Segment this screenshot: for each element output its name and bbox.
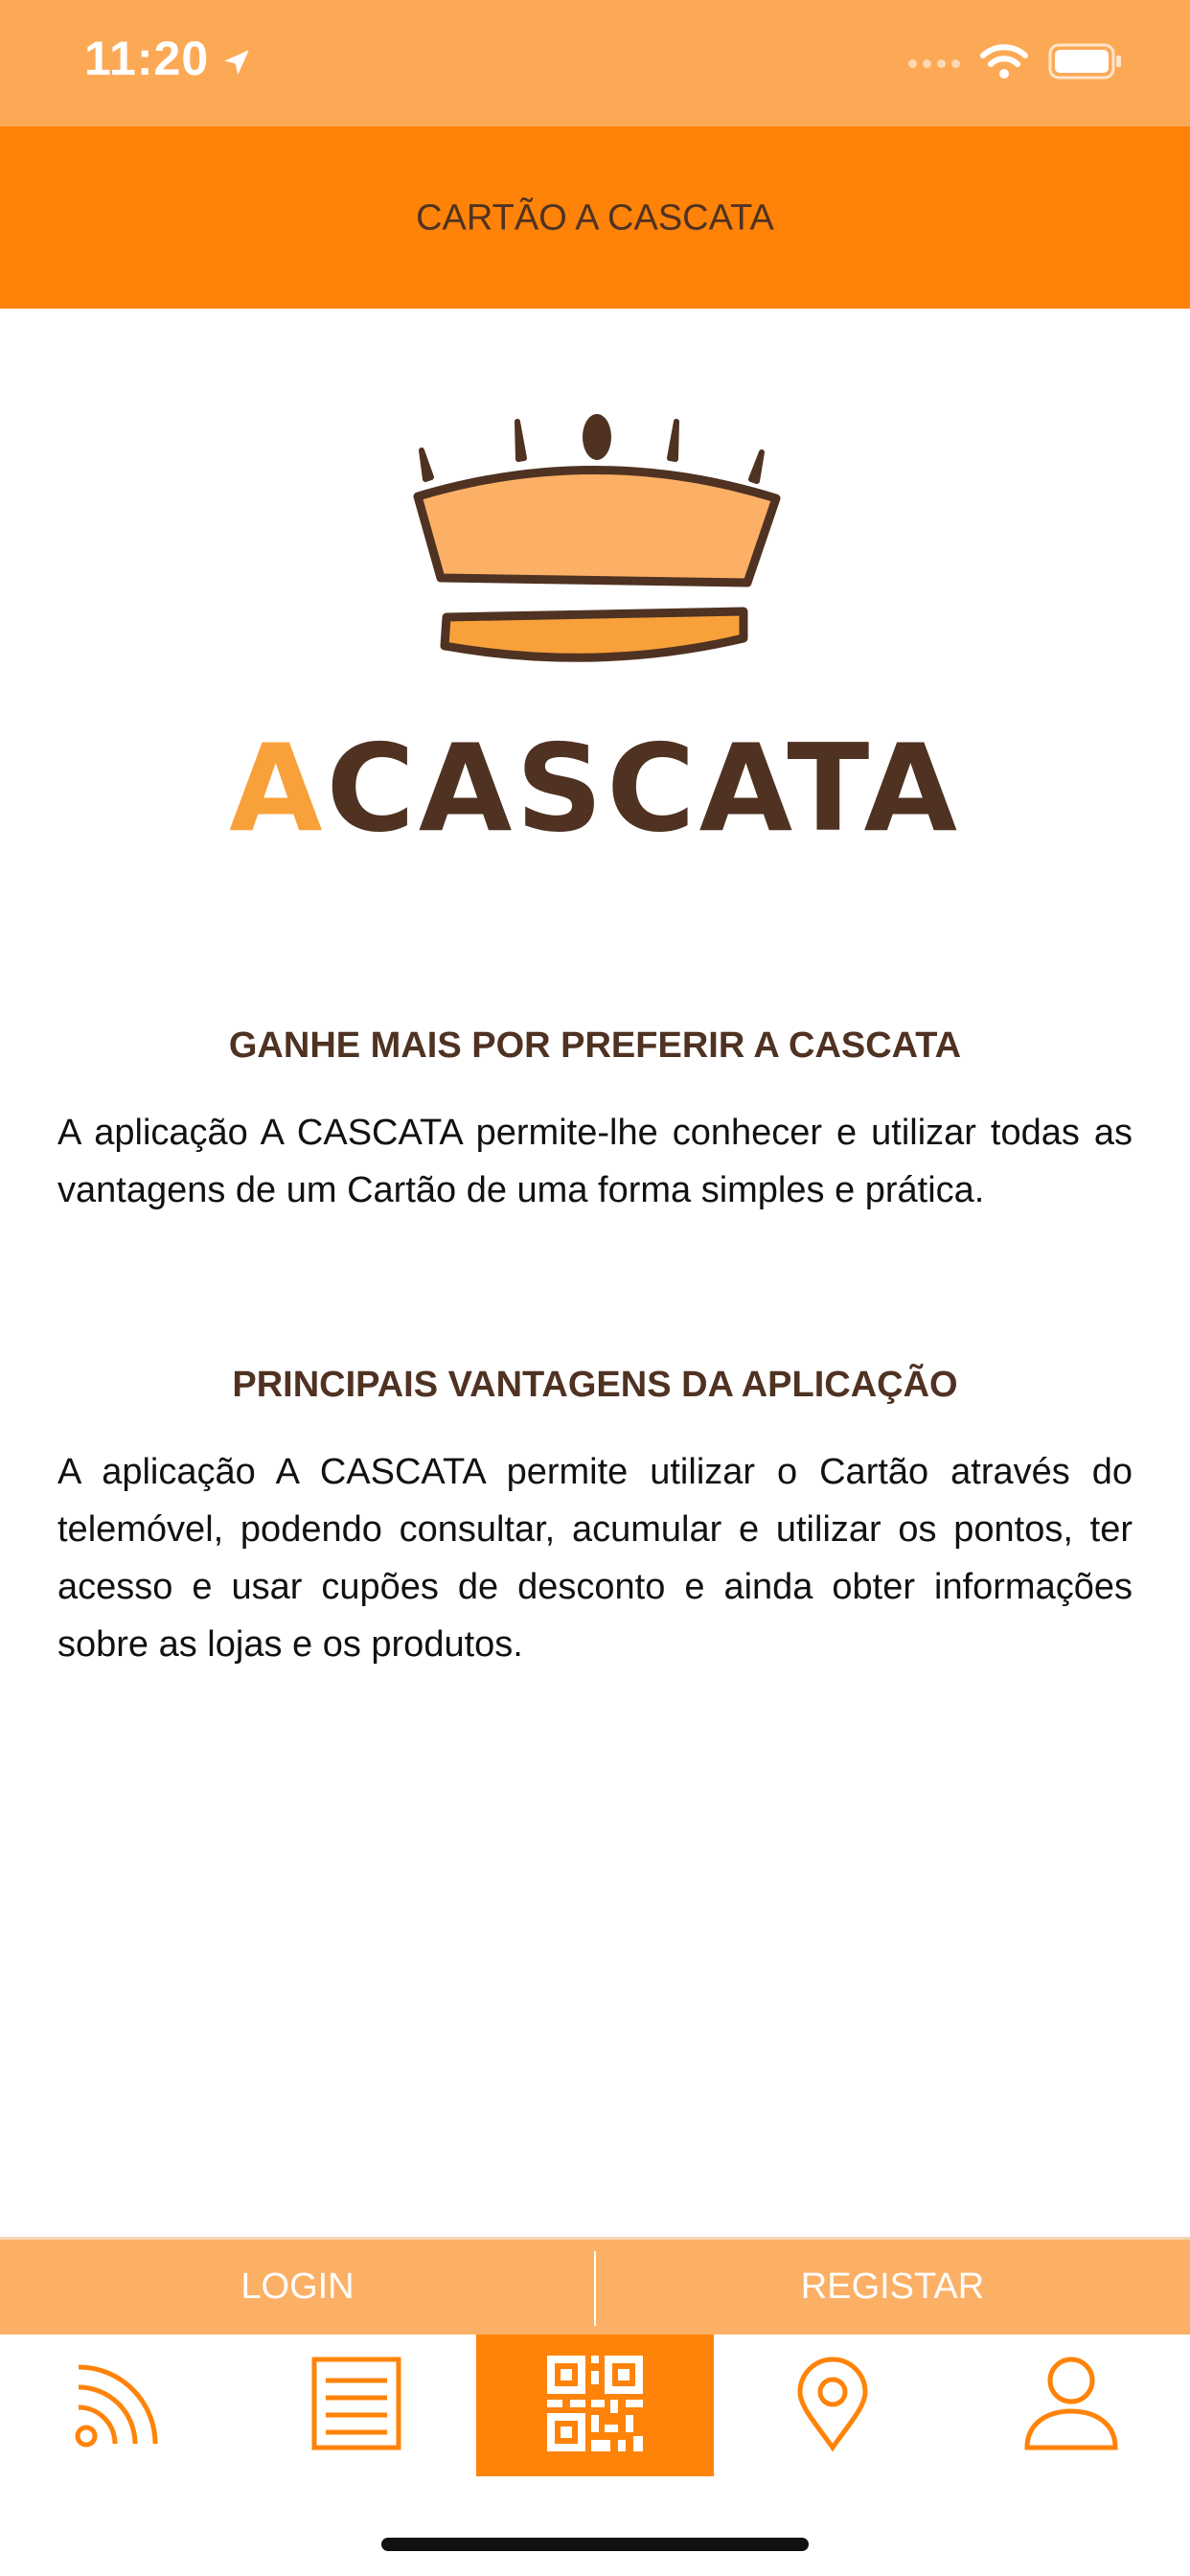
battery-icon bbox=[1048, 43, 1123, 84]
register-button[interactable]: REGISTAR bbox=[800, 2266, 985, 2307]
tab-list[interactable] bbox=[238, 2334, 475, 2476]
header bbox=[0, 126, 1190, 309]
section-text-advantages: A aplicação A CASCATA permite utilizar o Cartão através do telemóvel, podendo consultar, acumular e utilizar os pontos, ter acesso e usar cupões de desconto e ainda obter informações sobre as lojas e os produtos. bbox=[57, 1452, 1133, 1665]
section-heading-benefits: GANHE MAIS POR PREFERIR A CASCATA bbox=[228, 1025, 962, 1066]
list-icon bbox=[310, 2356, 402, 2456]
qr-code-icon bbox=[547, 2356, 643, 2456]
section-text-benefits: A aplicação A CASCATA permite-lhe conhecer e utilizar todas as vantagens de um Cartão de uma forma simples e prática. bbox=[57, 1113, 1133, 1210]
section-heading-advantages: PRINCIPAIS VANTAGENS DA APLICAÇÃO bbox=[232, 1365, 958, 1405]
brand-logo bbox=[228, 402, 962, 859]
auth-action-bar bbox=[0, 2237, 1190, 2334]
info-content bbox=[57, 1016, 1133, 1687]
logo-letter-a: A bbox=[228, 718, 327, 859]
rss-feed-icon bbox=[71, 2356, 167, 2456]
login-button[interactable]: LOGIN bbox=[240, 2266, 355, 2307]
tab-stores[interactable] bbox=[714, 2334, 951, 2476]
signal-icon bbox=[908, 59, 960, 68]
logo-wordmark: CASCATA bbox=[326, 718, 962, 859]
map-pin-icon bbox=[794, 2356, 871, 2456]
location-arrow-icon bbox=[220, 34, 253, 90]
user-icon bbox=[1023, 2356, 1119, 2456]
tab-card-qr[interactable] bbox=[476, 2334, 714, 2476]
status-time: 11:20 bbox=[84, 32, 210, 85]
status-bar bbox=[0, 0, 1190, 126]
home-indicator bbox=[381, 2538, 809, 2551]
svg-text:ACASCATA bbox=[229, 718, 961, 859]
wifi-icon bbox=[979, 42, 1029, 85]
page-title: CARTÃO A CASCATA bbox=[416, 197, 774, 239]
tab-profile[interactable] bbox=[952, 2334, 1190, 2476]
tab-news[interactable] bbox=[0, 2334, 238, 2476]
